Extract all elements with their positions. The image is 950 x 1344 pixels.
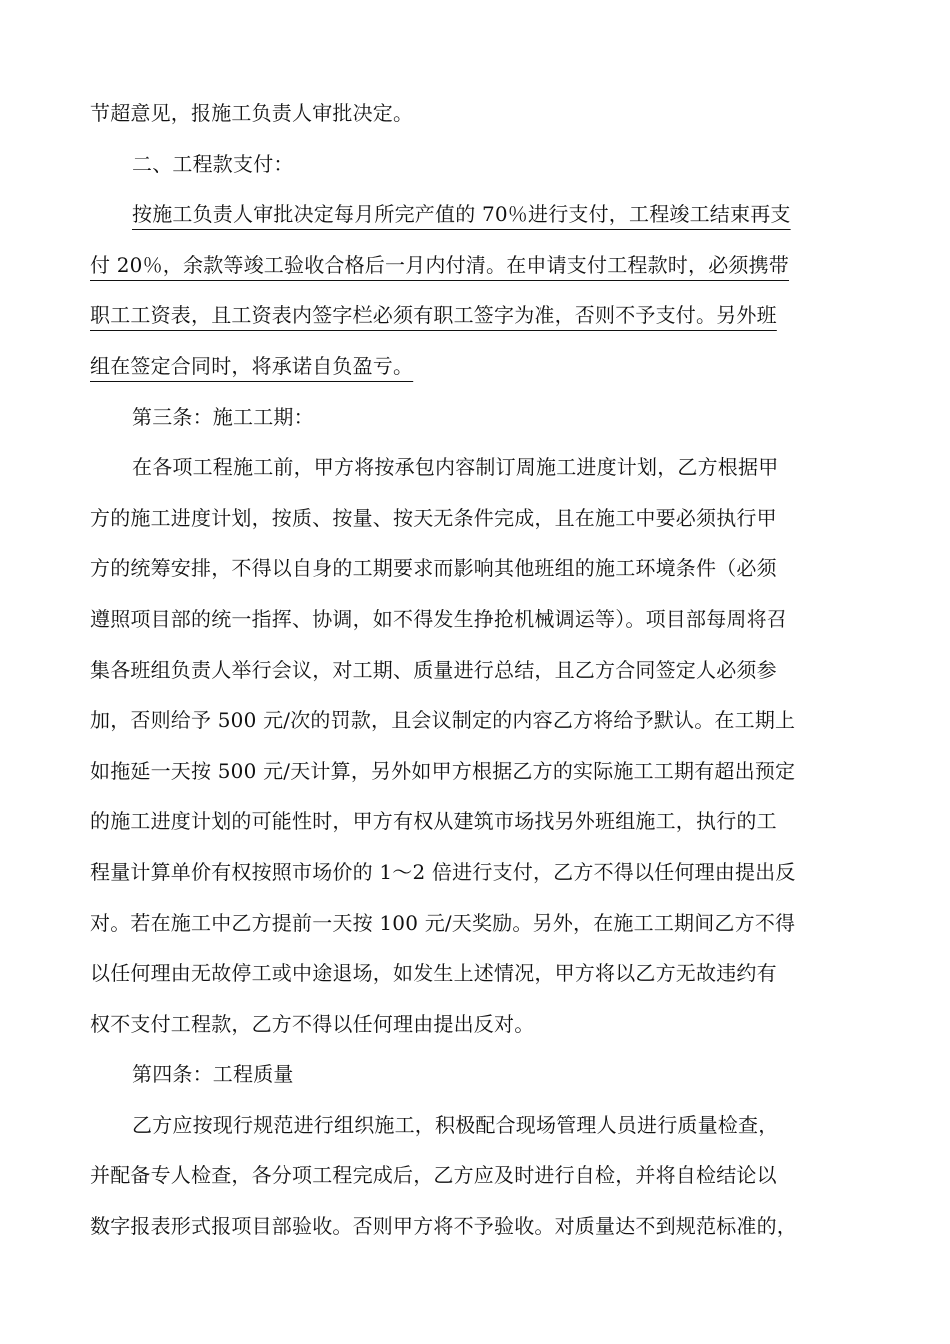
paragraph-line: 在各项工程施工前，甲方将按承包内容制订周施工进度计划，乙方根据甲 [132,455,779,480]
paragraph-line: 如拖延一天按 500 元/天计算，另外如甲方根据乙方的实际施工工期有超出预定 [90,758,796,783]
paragraph-line: 组在签定合同时，将承诺自负盈亏。 [90,353,414,378]
paragraph-line: 节超意见，报施工负责人审批决定。 [90,101,414,125]
paragraph-line: 对。若在施工中乙方提前一天按 100 元/天奖励。另外，在施工工期间乙方不得 [90,910,796,935]
paragraph-line: 乙方应按现行规范进行组织施工，积极配合现场管理人员进行质量检查， [132,1112,779,1137]
paragraph-line: 按施工负责人审批决定每月所完产值的 70％进行支付，工程竣工结束再支 [132,202,791,227]
section-heading: 二、工程款支付： [132,151,294,176]
paragraph-line: 程量计算单价有权按照市场价的 1～2 倍进行支付，乙方不得以任何理由提出反 [90,859,796,884]
paragraph-line: 遵照项目部的统一指挥、协调，如不得发生挣抢机械调运等）。项目部每周将召 [90,606,787,631]
paragraph-line: 的施工进度计划的可能性时，甲方有权从建筑市场找另外班组施工，执行的工 [90,809,777,834]
paragraph-line: 权不支付工程款，乙方不得以任何理由提出反对。 [90,1011,535,1036]
paragraph-line: 集各班组负责人举行会议，对工期、质量进行总结，且乙方合同签定人必须参 [90,657,777,682]
paragraph-line: 加，否则给予 500 元/次的罚款，且会议制定的内容乙方将给予默认。在工期上 [90,708,796,733]
section-heading: 第四条：工程质量 [132,1062,294,1087]
document-page [90,88,860,1252]
section-heading: 第三条：施工工期： [132,404,314,429]
paragraph-line: 数字报表形式报项目部验收。否则甲方将不予验收。对质量达不到规范标准的， [90,1214,797,1239]
paragraph-line: 方的施工进度计划，按质、按量、按天无条件完成，且在施工中要必须执行甲 [90,505,777,530]
paragraph-line: 方的统筹安排，不得以自身的工期要求而影响其他班组的施工环境条件（必须 [90,556,777,581]
paragraph-line: 以任何理由无故停工或中途退场，如发生上述情况，甲方将以乙方无故违约有 [90,961,777,986]
paragraph-line: 付 20％，余款等竣工验收合格后一月内付清。在申请支付工程款时，必须携带 [90,252,790,277]
paragraph-line: 并配备专人检查，各分项工程完成后，乙方应及时进行自检，并将自检结论以 [90,1163,777,1188]
paragraph-line: 职工工资表，且工资表内签字栏必须有职工签字为准，否则不予支付。另外班 [90,303,777,328]
